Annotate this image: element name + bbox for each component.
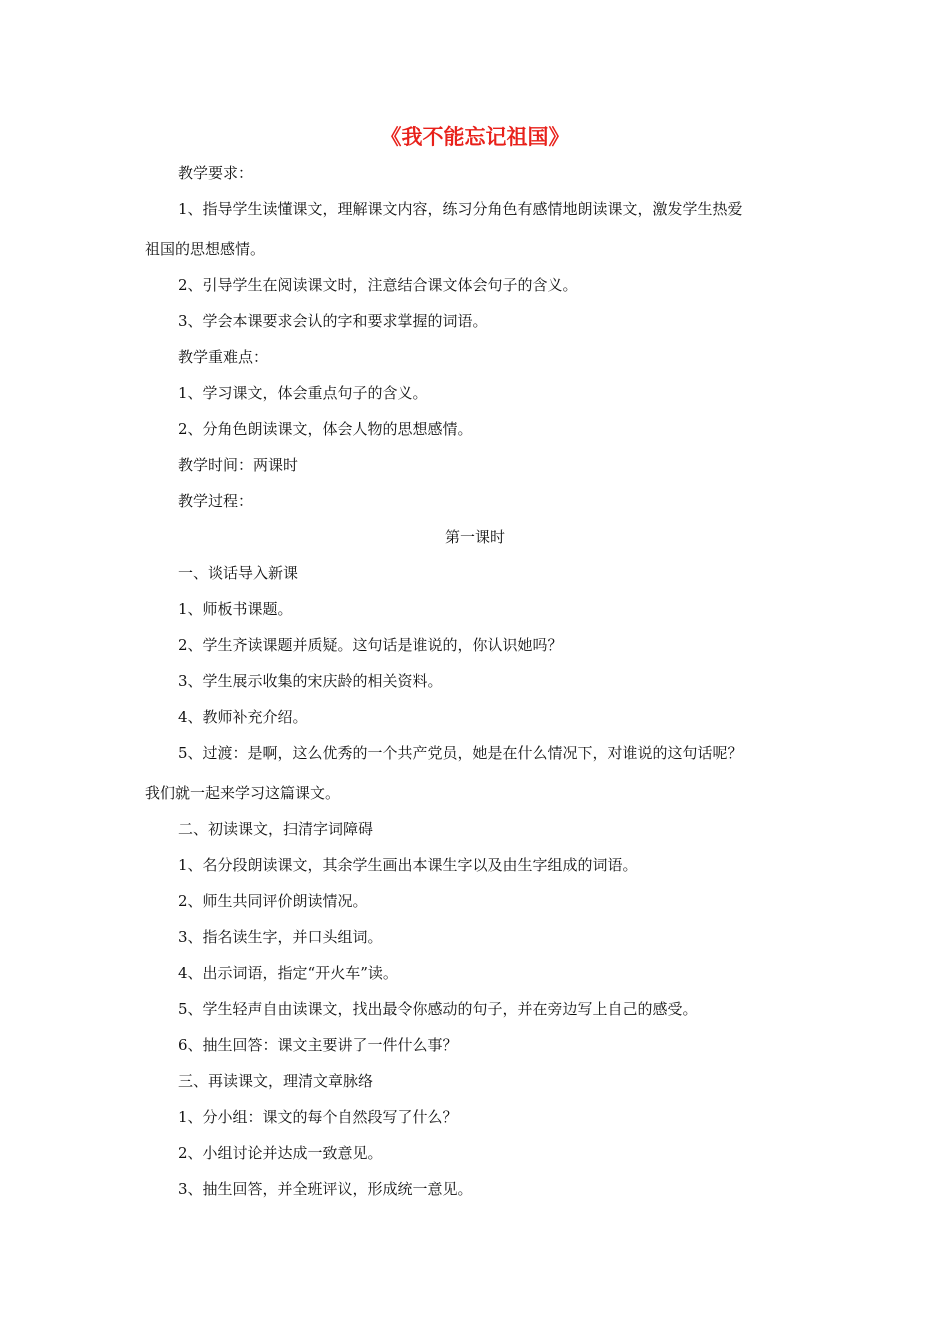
section-heading-time: 教学时间：两课时 xyxy=(178,456,299,474)
paragraph-line-continued: 祖国的思想感情。 xyxy=(145,240,266,258)
paragraph-line: 1、分小组：课文的每个自然段写了什么？ xyxy=(178,1108,458,1126)
paragraph-line: 1、名分段朗读课文，其余学生画出本课生字以及由生字组成的词语。 xyxy=(178,856,638,874)
paragraph-line: 4、出示词语，指定“开火车”读。 xyxy=(178,964,398,982)
paragraph-line: 2、学生齐读课题并质疑。这句话是谁说的，你认识她吗？ xyxy=(178,636,563,654)
paragraph-line: 1、指导学生读懂课文，理解课文内容，练习分角色有感情地朗读课文，激发学生热爱 xyxy=(178,200,743,218)
paragraph-line: 4、教师补充介绍。 xyxy=(178,708,308,726)
paragraph-line: 6、抽生回答：课文主要讲了一件什么事？ xyxy=(178,1036,458,1054)
step-heading: 三、再读课文，理清文章脉络 xyxy=(178,1072,374,1090)
section-heading-requirements: 教学要求： xyxy=(178,164,254,182)
step-heading: 二、初读课文，扫清字词障碍 xyxy=(178,820,374,838)
paragraph-line: 1、学习课文，体会重点句子的含义。 xyxy=(178,384,428,402)
step-heading: 一、谈话导入新课 xyxy=(178,564,299,582)
paragraph-line: 3、抽生回答，并全班评议，形成统一意见。 xyxy=(178,1180,473,1198)
paragraph-line: 5、过渡：是啊，这么优秀的一个共产党员，她是在什么情况下，对谁说的这句话呢？ xyxy=(178,744,743,762)
paragraph-line: 1、师板书课题。 xyxy=(178,600,293,618)
paragraph-line: 2、小组讨论并达成一致意见。 xyxy=(178,1144,383,1162)
paragraph-line: 3、学会本课要求会认的字和要求掌握的词语。 xyxy=(178,312,488,330)
paragraph-line: 3、学生展示收集的宋庆龄的相关资料。 xyxy=(178,672,443,690)
section-heading-process: 教学过程： xyxy=(178,492,254,510)
paragraph-line: 3、指名读生字，并口头组词。 xyxy=(178,928,383,946)
paragraph-line: 5、学生轻声自由读课文，找出最令你感动的句子，并在旁边写上自己的感受。 xyxy=(178,1000,698,1018)
paragraph-line: 2、分角色朗读课文，体会人物的思想感情。 xyxy=(178,420,473,438)
section-heading-key-points: 教学重难点： xyxy=(178,348,269,366)
paragraph-line: 2、师生共同评价朗读情况。 xyxy=(178,892,368,910)
paragraph-line: 2、引导学生在阅读课文时，注意结合课文体会句子的含义。 xyxy=(178,276,578,294)
lesson-heading: 第一课时 xyxy=(444,528,505,546)
paragraph-line-continued: 我们就一起来学习这篇课文。 xyxy=(145,784,341,802)
document-title: 《我不能忘记祖国》 xyxy=(380,125,570,149)
